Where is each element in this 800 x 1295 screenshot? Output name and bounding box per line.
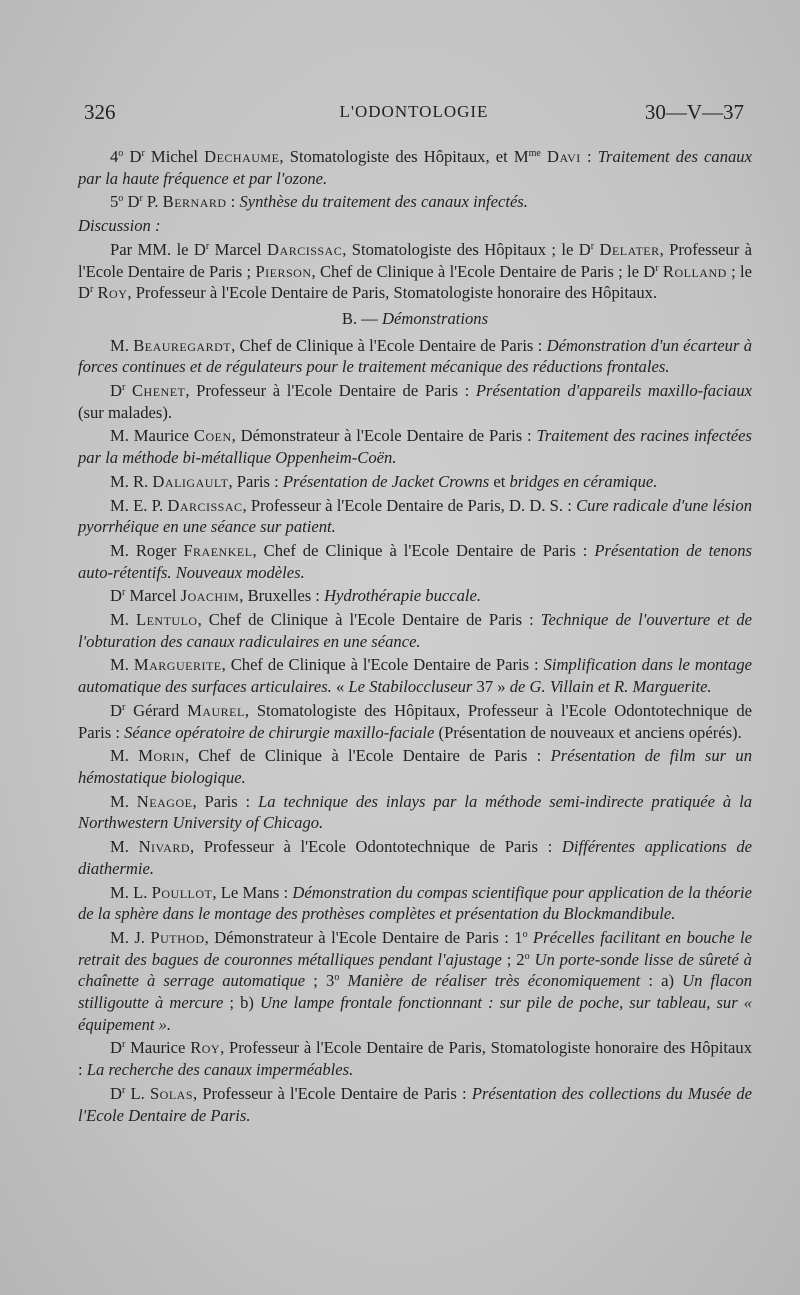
section-heading: B. — Démonstrations [341, 308, 489, 328]
list-item: M. Neagoe, Paris : La technique des inlays par la méthode semi-indirecte pratiquée à la Northwestern University of Chicago. [78, 791, 752, 833]
list-item: M. J. Puthod, Démonstrateur à l'Ecole Dentaire de Paris : 1$^o$ Précelles facilitant en bouche le retrait des bagues de couronnes métalliques pendant l'ajustage ; 2$^o$ Un porte-sonde lisse de sûreté à chaînette à serrage automatique ; 3$^o$ Manière de réaliser très économiquement : a) Un flacon stilligoutte à mercure ; b) Une lampe frontale fonctionnant : sur pile de poche, sur tableau, sur « équipement ». [78, 927, 753, 1034]
list-item: $D^r$ Chenet, Professeur à l'Ecole Dentaire de Paris : Présentation d'appareils maxillo-faciaux (sur malades). [78, 381, 753, 422]
intro-item-4: 4$^o$ $D^r$ Michel Dechaume, Stomatologiste des Hôpitaux, et $M^{me}$ Davi : Traitement des canaux par la haute fréquence et par l'ozone. [78, 147, 752, 188]
list-item: M. Beauregardt, Chef de Clinique à l'Ecole Dentaire de Paris : Démonstration d'un écarteur à forces continues et de régulateurs pour le traitement mécanique des réductions frontales. [78, 335, 752, 377]
list-item: M. Morin, Chef de Clinique à l'Ecole Dentaire de Paris : Présentation de film sur un hémostatique biologique. [78, 746, 752, 787]
list-item: $D^r$ Maurice Roy, Professeur à l'Ecole Dentaire de Paris, Stomatologiste honoraire des Hôpitaux : La recherche des canaux imperméables. [78, 1038, 752, 1080]
discussion-paragraph: Par MM. le $D^r$ Marcel Darcissac, Stomatologiste des Hôpitaux ; le $D^r$ Delater, Professeur à l'Ecole Dentaire de Paris ; Pierson, Chef de Clinique à l'Ecole Dentaire de Paris ; le $D^r$ Rolland ; le $D^r$ Roy, Professeur à l'Ecole Dentaire de Paris, Stomatologiste honoraire des Hôpitaux. [78, 239, 752, 303]
list-item: M. Lentulo, Chef de Clinique à l'Ecole Dentaire de Paris : Technique de l'ouverture et de l'obturation des canaux radiculaires en une séance. [78, 610, 752, 651]
list-item: M. R. Daligault, Paris : Présentation de Jacket Crowns et bridges en céramique. [110, 471, 658, 491]
journal-title: L'ODONTOLOGIE [339, 102, 489, 121]
list-item: M. L. Poullot, Le Mans : Démonstration du compas scientifique pour application de la théorie de la sphère dans le montage des prothèses complètes et présentation du Blockmandibule. [78, 882, 753, 924]
list-item: M. Nivard, Professeur à l'Ecole Odontotechnique de Paris : Différentes applications de diathermie. [78, 837, 752, 878]
discussion-label: Discussion : [78, 216, 161, 236]
list-item: $D^r$ L. Solas, Professeur à l'Ecole Dentaire de Paris : Présentation des collections du Musée de l'Ecole Dentaire de Paris. [78, 1083, 752, 1125]
page-number: 326 [84, 100, 116, 124]
issue-date: 30—V—37 [644, 100, 744, 124]
intro-item-5: 5$^o$ $D^r$ P. Bernard : Synthèse du traitement des canaux infectés. [110, 192, 528, 212]
page-body [78, 146, 752, 1128]
list-item: $D^r$ Gérard Maurel, Stomatologiste des Hôpitaux, Professeur à l'Ecole Odontotechnique de Paris : Séance opératoire de chirurgie maxillo-faciale (Présentation de nouveaux et anciens opérés). [78, 700, 753, 742]
list-item: M. E. P. Darcissac, Professeur à l'Ecole Dentaire de Paris, D. D. S. : Cure radicale d'une lésion pyorrhéique en une séance sur patient. [78, 495, 753, 537]
list-item: M. Roger Fraenkel, Chef de Clinique à l'Ecole Dentaire de Paris : Présentation de tenons auto-rétentifs. Nouveaux modèles. [78, 540, 752, 582]
list-item: M. Maurice Coen, Démonstrateur à l'Ecole Dentaire de Paris : Traitement des racines infectées par la méthode bi-métallique Oppenheim-Coën. [78, 426, 752, 468]
list-item: M. Marguerite, Chef de Clinique à l'Ecole Dentaire de Paris : Simplification dans le montage automatique des surfaces articulaires. « Le Stabiloccluseur 37 » de G. Villain et R. Marguerite. [78, 655, 752, 697]
running-header [84, 100, 744, 130]
list-item: $D^r$ Marcel Joachim, Bruxelles : Hydrothérapie buccale. [110, 586, 482, 606]
